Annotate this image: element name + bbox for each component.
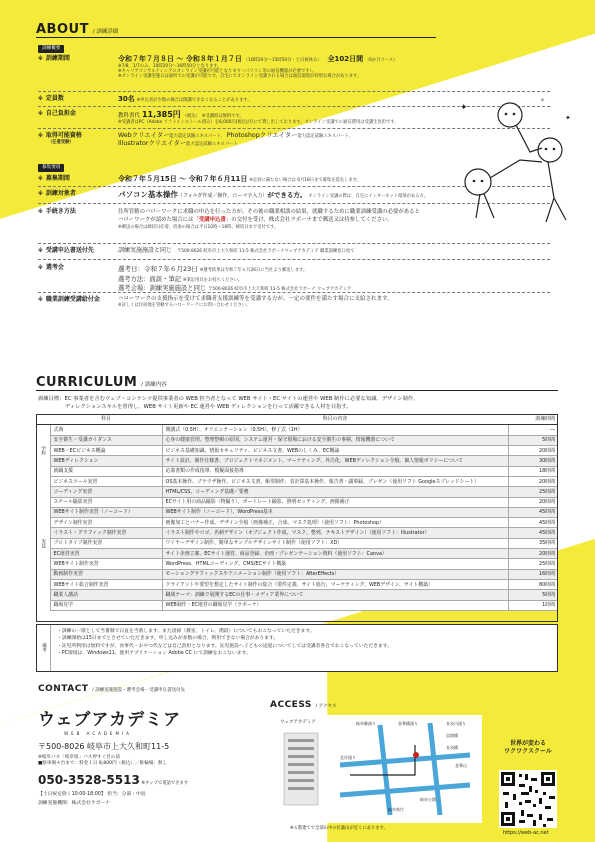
remark-item: ・訓練の一環として当番制で日直を当番します。また清掃（教室、トイレ、階段）についてもおこなっていただきます。 — [57, 629, 315, 634]
subject-name: WEBサイト制作実習（ノーコード） — [50, 507, 162, 517]
section-side-label: 学科 — [36, 425, 50, 476]
selection-label: 選考会 — [45, 264, 64, 271]
brand-logo: ウェブアカデミア — [38, 710, 182, 730]
procedure-form-name: 受講申込書 — [198, 217, 226, 224]
svg-text:✧: ✧ — [540, 97, 546, 104]
curriculum-row — [36, 538, 558, 548]
brand-logo-sub: WEB ACADEMIA — [64, 731, 132, 737]
curriculum-row — [36, 466, 558, 476]
qr-graphic — [499, 770, 557, 828]
subject-name: 職業人講話 — [50, 590, 162, 600]
subject-content: モーショングラフィックスやアニメーション制作（使用ソフト：AfterEffects） — [162, 569, 508, 579]
benefit-label: 職業訓練受講給付金 — [45, 296, 100, 303]
contact-address: 〒500-8026 岐阜市上大久和町11-5 — [38, 742, 170, 752]
subject-hours: 20時間 — [508, 446, 558, 456]
header-content: 科目の内容 — [322, 415, 348, 422]
row-recruit-period: ※ 募集期間 令和７年５月15日 ～ 令和７年６月11日 ※定員に満たない場合は 6月18日まで募集を延長します。 — [38, 175, 361, 183]
curriculum-row — [36, 518, 558, 528]
license-label: 取得可能資格 — [45, 132, 82, 139]
curriculum-row — [36, 456, 558, 466]
subject-name: WEBサイト制作実習 — [50, 559, 162, 569]
cost-label: 自己負担金 — [45, 110, 76, 117]
recruit-period-value: 令和７年５月15日 ～ 令和７年６月11日 — [118, 175, 248, 183]
subject-hours: 35時間 — [508, 538, 558, 548]
curriculum-row — [36, 497, 558, 507]
curriculum-row — [36, 507, 558, 517]
access-subtitle: / アクセス — [315, 704, 337, 709]
capacity-value: 30名 — [118, 95, 135, 103]
contact-heading — [38, 684, 185, 695]
phone-note: ※タップで電話できます — [141, 780, 189, 786]
outline-tag: 訓練概要 — [38, 45, 64, 53]
subject-content: 職域テーマ：訓練で展開するECの仕事・メディア業界について — [162, 590, 508, 600]
capacity-label: 定員数 — [45, 95, 64, 102]
subject-hours: 5時間 — [508, 590, 558, 600]
recruit-tag: 募集要項 — [38, 164, 64, 172]
procedure-line1: 住所管轄のハローワークに求職の申込を行った方が、その後の職業相談の結果、就職するために職業訓練受講の必要があると — [118, 209, 420, 215]
send-to-label: 受講申込書送付先 — [45, 247, 94, 254]
subject-hours: 45時間 — [508, 528, 558, 538]
benefit-line1: ハローワークの支援指示を受けて求職者支援訓練等を受講する方が、一定の要件を満たす場合に支給されます。 — [118, 296, 393, 302]
subject-name: コーディング実習 — [50, 487, 162, 497]
curriculum-row — [36, 600, 558, 610]
subject-name: EC運営実習 — [50, 549, 162, 559]
svg-text:✦: ✦ — [565, 114, 571, 122]
subject-name: 職場見学 — [50, 600, 162, 610]
header-hours: 訓練時間 — [535, 415, 555, 422]
about-heading — [36, 22, 118, 38]
about-title: ABOUT — [36, 22, 89, 37]
qr-code[interactable] — [499, 770, 557, 828]
target-value: パソコン基本操作 — [118, 190, 178, 199]
subject-name: WEBディレクション — [50, 456, 162, 466]
curriculum-heading — [36, 375, 167, 391]
curriculum-row — [36, 569, 558, 579]
subject-name: 安全衛生・受講ガイダンス — [50, 435, 162, 445]
recruit-period-label: 募集期間 — [45, 175, 70, 182]
curriculum-row — [36, 590, 558, 600]
curriculum-table-header — [36, 414, 558, 425]
character-illustration — [450, 90, 580, 230]
cost-value: 11,385円 — [141, 110, 181, 119]
row-period: ※ 訓練期間 令和７年７月８日 ～ 令和８年１月７日 （10時20分～15時50分・土日祝休み） 全102日間 （6か月コース） ※7/8、1/7のみ、10時20分～16時50分となります。 ※キャリアコンサルティングのオンライン受講が可能となります（パソコン等の通信機器が必要です）。 ※オンライン受講実施日は通所での受講が可能です。自宅にてオンライン受講される場合は通信環境が特別な場合があります。 — [38, 55, 558, 80]
selection-date: 選考日：令和７年６月23日 — [118, 265, 198, 273]
subject-content: 開講式（0.5H）、オリエンテーション（0.5H）、修了式（1H） — [162, 425, 508, 435]
contact-hours: 【土日祝を除く10:00-18:00】 担当：分部・中島 — [38, 791, 146, 797]
subject-content: サイト企画立案、ECサイト運営、商品登録、企画・プレゼンテーション資料（使用ソフト：Canva） — [162, 549, 508, 559]
curriculum-row — [36, 435, 558, 445]
curriculum-intro-line1: 訓練目標：EC 事業者を含むウェブ・コンテンツ提供事業者の WEB 担当者となって WEB サイト・EC サイトの運営や WEB 制作に必要な知識、デザイン制作、 — [38, 396, 419, 402]
subject-content: クライアントや要望を想定したサイト制作の総合（要件定義、サイト進行、マーケティング、WEBデザイン、サイト構築） — [162, 579, 508, 589]
map-graphic — [270, 715, 482, 823]
curriculum-row — [36, 487, 558, 497]
subject-content: サイト設計、制作仕様書、プロジェクトマネジメント、マーケティング、外注化、WEBディレクション全般、個人情報ポリシーについて — [162, 456, 508, 466]
subject-name: ビジネスツール実習 — [50, 476, 162, 486]
target-value-note: （フォルダ作成／操作、ローマ字入力） — [177, 193, 268, 199]
subject-content: 心身の健康管理、整理整頓の原則、システム運営・保守現場における安全衛生の事柄、情報機器について — [162, 435, 508, 445]
curriculum-title: CURRICULUM — [36, 375, 138, 390]
phone-link[interactable]: 050-3528-5513 — [38, 772, 140, 787]
subject-name: 式典 — [50, 425, 162, 435]
subject-content: ワイヤーデザイン制作、簡単なサンプルデザインサイト制作（使用ソフト：XD） — [162, 538, 508, 548]
subject-content: イラスト制作やロゴ、名刺デザイン（オブジェクト作成、マスク、整列、テキストデザイン）（使用ソフト：Illustrator） — [162, 528, 508, 538]
curriculum-intro — [38, 396, 553, 411]
map-label: 岐阜公園 — [420, 797, 436, 802]
svg-text:✦: ✦ — [460, 103, 468, 113]
curriculum-row — [36, 579, 558, 589]
subject-hours: 16時間 — [508, 569, 558, 579]
row-send-to: ※ 受講申込書送付先 訓練実施施設と同じ 〒500-8026 岐阜市上大久和町 11-5 株式会社ラボーナウェブアカデミア 職業訓練窓口宛て — [38, 247, 355, 254]
website-url[interactable]: https://web-ac.net — [503, 830, 549, 836]
cost-note-a: ※受講時は無料です。 — [201, 114, 244, 119]
subject-name: 就職支援 — [50, 466, 162, 476]
subject-hours: 5時間 — [508, 435, 558, 445]
period-label: 訓練期間 — [45, 55, 70, 62]
recruit-period-note: ※定員に満たない場合は 6月18日まで募集を延長します。 — [249, 178, 361, 183]
subject-hours: 1時間 — [508, 600, 558, 610]
cost-prefix: 教科書代 — [118, 113, 141, 119]
divider — [38, 292, 550, 293]
remark-item: ・訓練開始は15日までとさせていただきます。申し込みが多数の場合、利用できない場合があります。 — [57, 636, 279, 642]
map-label: 北岸通り — [340, 755, 356, 760]
map-label: 岐阜郷通り — [356, 721, 376, 726]
subject-content: WEB制作・EC運営の職場見学（ラボーナ） — [162, 600, 508, 610]
school-badge — [497, 740, 559, 755]
subject-name: スチール撮影実習 — [50, 497, 162, 507]
procedure-line2c: 」の交付を受け、株式会社ラボーナまで郵送又は持参してください。 — [225, 217, 393, 224]
curriculum-underline — [36, 390, 558, 391]
access-note: ※６階建てで全部山中の紅葉山が近くにあります。 — [290, 826, 388, 831]
contact-company: 訓練実施機関：株式会社ラボーナ — [38, 800, 110, 806]
curriculum-table — [36, 425, 558, 611]
subject-name: プロトタイプ制作実習 — [50, 538, 162, 548]
subject-content: ECサイト用の商品撮影（物撮り）、ポートレート撮影、照明セッティング、画像補正 — [162, 497, 508, 507]
period-note1: ※7/8、1/7のみ、10時20分～16時50分となります。 — [118, 63, 222, 69]
target-note: オンライン受講の際は、自宅にインターネット環境がある方。 — [308, 194, 429, 199]
contact-access-bus: ※岐阜バス「岐阜県」バス停すぐ目の前 — [38, 755, 120, 761]
curriculum-subtitle: / 訓練内容 — [141, 382, 167, 388]
subject-content: 応募書類の作成指導、模擬面接指導 — [162, 466, 508, 476]
row-target: ※ 訓練対象者 パソコン基本操作（フォルダ作成／操作、ローマ字入力）ができる方。 オンライン受講の際は、自宅にインターネット環境がある方。 — [38, 190, 429, 199]
subject-name: 動画制作実習 — [50, 569, 162, 579]
subject-content: OS基本操作、ブラウザ操作、ビジネス文書、帳票制作、表計算基本操作、報告書・議事録、プレゼン（使用ソフト Googleスプレッドシート） — [162, 476, 508, 486]
remarks-box — [36, 624, 558, 672]
curriculum-row — [36, 476, 558, 486]
cost-tax: （税込） — [182, 114, 200, 119]
about-underline — [36, 37, 436, 38]
subject-content: HTML/CSS、コーディング基礎／要務 — [162, 487, 508, 497]
row-benefit: ※ 職業訓練受講給付金 ハローワークの支援指示を受けて求職者支援訓練等を受講する方が、一定の要件を満たす場合に支給されます。 ※詳しくは住居地を管轄するハローワークにお問い合わせください。 — [38, 296, 558, 308]
period-note3: ※オンライン受講実施日は通所での受講が可能です。自宅にてオンライン受講される場合は通信環境が特別な場合があります。 — [118, 74, 362, 80]
contact-box — [38, 698, 258, 807]
contact-subtitle: / 訓練実施施設・選考会場・受講申込書送付先 — [92, 688, 186, 693]
subject-hours: 25時間 — [508, 559, 558, 569]
send-to-value: 訓練実施施設と同じ — [118, 247, 173, 254]
capacity-note: ※申込者が少数の場合は開講できなくなることがあります。 — [136, 98, 252, 103]
divider — [38, 259, 550, 260]
curriculum-row — [36, 559, 558, 569]
divider — [38, 243, 550, 244]
map-label: 長良橋 — [446, 745, 458, 750]
license-illustrator-note: 能力認定試験エキスパート — [186, 141, 238, 147]
period-days: 全102日間 — [327, 55, 364, 63]
map-label: 岐阜県庁 — [388, 807, 404, 812]
access-heading — [270, 700, 336, 711]
subject-name: デザイン制作実習 — [50, 518, 162, 528]
procedure-label: 手続き方法 — [45, 208, 76, 215]
procedure-line2a: ハローワークが認めた場合には「 — [118, 217, 199, 224]
procedure-line3: ※郵送の場合は締切日必着、持参の場合は平日10時～18時、締切日まで受付です。 — [118, 224, 279, 230]
access-map — [270, 715, 482, 823]
contact-title: CONTACT — [38, 684, 89, 694]
subject-hours: 20時間 — [508, 476, 558, 486]
subject-hours: 18時間 — [508, 466, 558, 476]
remarks-side-label: 備考 — [37, 625, 51, 671]
header-subject: 科目 — [101, 415, 111, 422]
row-selection: ※ 選考会 選考日：令和７年６月23日 ※選考結果は令和７年６月26日に当社より郵送します。 選考方法：面談・筆記 ※筆記用具をお持ちください。 選考会場：訓練実施施設と同じ 〒500-8026 岐阜市上大久和町 11-5 株式会社ラボーナ ウェブアカデミア — [38, 264, 352, 293]
selection-method: 選考方法：面談・筆記 — [118, 275, 181, 283]
subject-name: イラスト・グラフィック制作実習 — [50, 528, 162, 538]
curriculum-row — [36, 528, 558, 538]
row-capacity: ※ 定員数 30名 ※申込者が少数の場合は開講できなくなることがあります。 — [38, 95, 252, 103]
subject-hours: 20時間 — [508, 549, 558, 559]
subject-hours: 45時間 — [508, 518, 558, 528]
badge-line1: 世界が変わる — [509, 740, 546, 747]
contact-parking-note: （税込）／駐輪場：無し — [116, 760, 168, 766]
map-label: 長良川通り — [446, 721, 466, 726]
selection-date-note: ※選考結果は令和７年６月26日に当社より郵送します。 — [199, 268, 308, 273]
map-label: 金華橋通り — [398, 721, 418, 726]
map-label: 金華山 — [455, 763, 467, 768]
subject-content: WordPress、HTMLコーディング、CMS/ECサイト構築 — [162, 559, 508, 569]
subject-hours: 80時間 — [508, 579, 558, 589]
subject-hours: 20時間 — [508, 497, 558, 507]
curriculum-row — [36, 446, 558, 456]
subject-hours: 45時間 — [508, 507, 558, 517]
subject-hours: 30時間 — [508, 456, 558, 466]
map-building-label: ウェブアカデミア — [280, 720, 316, 725]
period-time: （10時20分～15時50分・土日祝休み） — [243, 58, 322, 63]
subject-hours: 25時間 — [508, 487, 558, 497]
remark-item: ・PC環境は、Windows11、使用アプリケーション Adobe CC にて訓練をおこないます。 — [57, 651, 251, 657]
period-days-note: （6か月コース） — [365, 58, 398, 63]
curriculum-intro-line2: ディレクションスキルを習得し、WEB サイト更新や EC 運営や WEB ディレクションを行って活躍できる人材を目指す。 — [65, 403, 352, 410]
license-webcreator-note: 能力認定試験エキスパート、 — [169, 134, 225, 139]
row-cost: ※ 自己負担金 教科書代 11,385円 （税込） ※受講時は無料です。 ※受講者はPC（Adobe ソフトインストール済み）を8,000円(税込)/月にて貸し出しております。オンライン受講での通信費用は受講生負担です。 — [38, 110, 558, 125]
row-license: ※ 取得可能資格 （任意受験） Webクリエイター能力認定試験エキスパート、 Photoshopクリエイター能力認定試験エキスパート、 Illustratorクリエイター能力認定試験エキスパート — [38, 132, 353, 147]
target-label: 訓練対象者 — [45, 190, 76, 197]
subject-name: WEBサイト総合制作実習 — [50, 579, 162, 589]
curriculum-row — [36, 425, 558, 435]
remark-item: ・託児所利用は無料ですが、食事代・おやつ代などは自己負担となります。託児施設へ子どもの送迎についてしては受講者各自でおこなっていただきます。 — [57, 643, 392, 649]
row-procedure: ※ 手続き方法 住所管轄のハローワークに求職の申込を行った方が、その後の職業相談の結果、就職するために職業訓練受講の必要があると ハローワークが認めた場合には「受講申込書」の交付を受け、株式会社ラボーナまで郵送又は持参してください。 ※郵送の場合は締切日必着、持参の場合は平日10時～18時、締切日まで受付です。 — [38, 208, 558, 231]
cost-note-b: ※受講者はPC（Adobe ソフトインストール済み）を8,000円(税込)/月にて貸し出しております。オンライン受講での通信費用は受講生負担です。 — [118, 120, 399, 125]
badge-line2: ワクワクスクール — [504, 747, 552, 755]
map-label: 忠節橋 — [446, 733, 458, 738]
contact-parking: ■駐車場４台まで：料金１日 8,800円 — [38, 760, 117, 766]
selection-method-note: ※筆記用具をお持ちください。 — [182, 277, 243, 283]
license-webcreator: Webクリエイター — [118, 132, 170, 139]
remarks-list — [51, 625, 398, 671]
subject-content: ビジネス基礎知識、情報セキュリティ、ビジネス文書、WEBのしくみ、EC概論 — [162, 446, 508, 456]
license-photoshop: Photoshopクリエイター — [226, 132, 298, 139]
license-illustrator: Illustratorクリエイター — [118, 139, 187, 147]
license-photoshop-note: 能力認定試験エキスパート、 — [297, 134, 353, 139]
send-to-address: 〒500-8026 岐阜市上大久和町 11-5 株式会社ラボーナウェブアカデミア 職業訓練窓口宛て — [176, 249, 355, 254]
about-subtitle: / 訓練詳細 — [92, 29, 119, 35]
subject-hours: ― — [508, 425, 558, 435]
subject-content: WEBサイト制作（ノーコード）、WordPress基本 — [162, 507, 508, 517]
target-value-end: ができる方。 — [267, 191, 307, 199]
section-side-label: 実技 — [36, 476, 50, 610]
curriculum-row — [36, 549, 558, 559]
access-title: ACCESS — [270, 700, 312, 710]
license-label-note: （任意受験） — [48, 139, 74, 145]
subject-content: 画像加工とバナー作成、デザイン全般（画像補正、合成、マスク処理）（使用ソフト：Photoshop） — [162, 518, 508, 528]
subject-name: WEB・ECビジネス概論 — [50, 446, 162, 456]
selection-place: 選考会場：訓練実施施設と同じ — [118, 285, 207, 293]
period-value: 令和７年７月８日 ～ 令和８年１月７日 — [118, 55, 242, 63]
period-note2: ※キャリアコンサルティングのオンライン受講が可能となります（パソコン等の通信機器が必要です）。 — [118, 69, 317, 75]
selection-place-note: 〒500-8026 岐阜市上大久和町 11-5 株式会社ラボーナ ウェブアカデミア — [208, 287, 352, 293]
benefit-line2: ※詳しくは住居地を管轄するハローワークにお問い合わせください。 — [118, 302, 251, 308]
